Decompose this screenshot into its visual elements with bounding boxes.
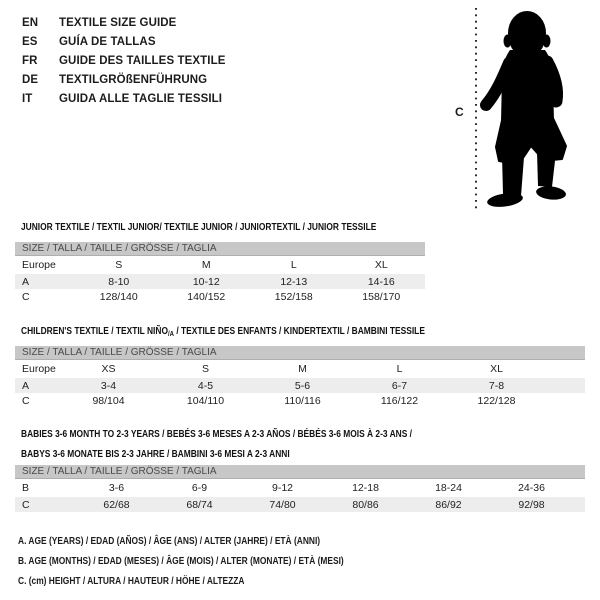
table-row xyxy=(15,393,585,408)
guide-title-de: TEXTILGRÖßENFÜHRUNG xyxy=(59,73,208,86)
guide-title-es: GUÍA DE TALLAS xyxy=(59,35,156,48)
age-cell: 18-24 xyxy=(435,482,462,494)
babies-title-line1: BABIES 3-6 MONTH TO 2-3 YEARS / BEBÉS 3-6 MESES A 2-3 AÑOS / BÉBÉS 3-6 MOIS À 2-3 ANS / xyxy=(21,428,413,440)
language-code: ES xyxy=(22,35,38,48)
language-code: EN xyxy=(22,16,39,29)
language-row xyxy=(22,89,226,108)
spacer-cell xyxy=(545,393,585,408)
junior-size-table xyxy=(15,242,425,304)
footnote-b: B. AGE (MONTHS) / EDAD (MESES) / ÂGE (MOIS) / ALTER (MONATE) / ETÀ (MESI) xyxy=(18,555,344,568)
height-cell: 116/122 xyxy=(380,394,419,407)
age-cell: 9-12 xyxy=(271,482,293,494)
height-cell: 62/68 xyxy=(103,498,130,511)
size-cell: XL xyxy=(374,259,388,271)
footnote-a: A. AGE (YEARS) / EDAD (AÑOS) / ÂGE (ANS) / ALTER (JAHRE) / ETÀ (ANNI) xyxy=(18,535,321,547)
size-cell: M xyxy=(201,259,211,271)
age-cell: 5-6 xyxy=(294,379,311,392)
language-row xyxy=(22,32,226,51)
baby-figure xyxy=(440,0,600,220)
age-cell: 3-6 xyxy=(108,482,125,494)
children-title-part2: / TEXTILE DES ENFANTS / KINDERTEXTIL / BAMBINI TESSILE xyxy=(173,325,425,337)
table-row xyxy=(15,360,585,378)
height-cell: 92/98 xyxy=(518,498,545,511)
size-cell: XL xyxy=(490,363,503,375)
children-section-title xyxy=(21,321,425,344)
table-row xyxy=(15,289,425,304)
footnote-c: C. (cm) HEIGHT / ALTURA / HAUTEUR / HÖHE / ALTEZZA xyxy=(18,575,245,588)
children-title-part1: CHILDREN'S TEXTILE / TEXTIL NIÑO xyxy=(21,325,168,337)
table-row xyxy=(15,479,585,497)
language-row xyxy=(22,13,226,32)
row-label: C xyxy=(22,290,30,303)
guide-title-fr: GUIDE DES TAILLES TEXTILE xyxy=(59,54,226,67)
height-cell: 152/158 xyxy=(274,290,313,303)
row-label: C xyxy=(22,394,30,407)
spacer-cell xyxy=(573,479,585,497)
table-row xyxy=(15,274,425,289)
size-cell: S xyxy=(201,363,209,375)
size-cell: XS xyxy=(101,363,116,375)
spacer-cell xyxy=(545,360,585,378)
language-title-list xyxy=(22,13,226,108)
height-cell: 140/152 xyxy=(187,290,226,303)
footnote-legend xyxy=(18,531,344,592)
height-label-c: C xyxy=(455,105,464,119)
age-cell: 6-9 xyxy=(191,482,208,494)
row-label: A xyxy=(22,379,30,392)
language-code: FR xyxy=(22,54,38,67)
spacer-cell xyxy=(573,497,585,512)
size-header-bar: SIZE / TALLA / TAILLE / GRÖSSE / TAGLIA xyxy=(15,465,585,479)
table-row xyxy=(15,497,585,512)
table-row xyxy=(15,378,585,393)
height-cell: 74/80 xyxy=(269,498,296,511)
children-size-table xyxy=(15,346,585,408)
spacer-cell xyxy=(545,378,585,393)
language-row xyxy=(22,70,226,89)
row-label: B xyxy=(22,482,30,494)
age-cell: 7-8 xyxy=(488,379,505,392)
language-code: IT xyxy=(22,92,33,105)
children-title-sub: /A xyxy=(167,329,174,338)
row-label: Europe xyxy=(22,259,56,271)
size-header-bar: SIZE / TALLA / TAILLE / GRÖSSE / TAGLIA xyxy=(15,242,425,256)
size-cell: M xyxy=(298,363,307,375)
height-cell: 68/74 xyxy=(186,498,213,511)
height-cell: 122/128 xyxy=(477,394,516,407)
size-cell: L xyxy=(290,259,297,271)
height-cell: 110/116 xyxy=(284,394,321,407)
age-cell: 14-16 xyxy=(367,275,395,288)
age-cell: 10-12 xyxy=(192,275,220,288)
height-cell: 104/110 xyxy=(186,394,225,407)
size-cell: S xyxy=(115,259,123,271)
height-cell: 86/92 xyxy=(435,498,462,511)
age-cell: 6-7 xyxy=(391,379,408,392)
baby-silhouette-icon xyxy=(486,11,567,209)
age-cell: 3-4 xyxy=(100,379,117,392)
age-cell: 24-36 xyxy=(518,482,545,494)
babies-size-table xyxy=(15,465,585,512)
language-code: DE xyxy=(22,73,39,86)
junior-section-title: JUNIOR TEXTILE / TEXTIL JUNIOR/ TEXTILE JUNIOR / JUNIORTEXTIL / JUNIOR TESSILE xyxy=(21,221,377,233)
size-cell: L xyxy=(396,363,403,375)
height-cell: 98/104 xyxy=(92,394,125,407)
row-label: C xyxy=(22,498,30,511)
guide-title-it: GUIDA ALLE TAGLIE TESSILI xyxy=(59,92,223,105)
row-label: A xyxy=(22,275,30,288)
guide-title-en: TEXTILE SIZE GUIDE xyxy=(59,16,177,29)
age-cell: 12-18 xyxy=(352,482,379,494)
size-header-bar: SIZE / TALLA / TAILLE / GRÖSSE / TAGLIA xyxy=(15,346,585,360)
row-label: Europe xyxy=(22,363,56,375)
age-cell: 8-10 xyxy=(108,275,130,288)
table-row xyxy=(15,256,425,274)
babies-section-title xyxy=(21,424,412,464)
height-cell: 128/140 xyxy=(99,290,138,303)
age-cell: 12-13 xyxy=(280,275,308,288)
height-cell: 158/170 xyxy=(362,290,401,303)
babies-title-line2: BABYS 3-6 MONATE BIS 2-3 JAHRE / BAMBINI 3-6 MESI A 2-3 ANNI xyxy=(21,448,290,460)
height-cell: 80/86 xyxy=(352,498,379,511)
language-row xyxy=(22,51,226,70)
age-cell: 4-5 xyxy=(197,379,214,392)
